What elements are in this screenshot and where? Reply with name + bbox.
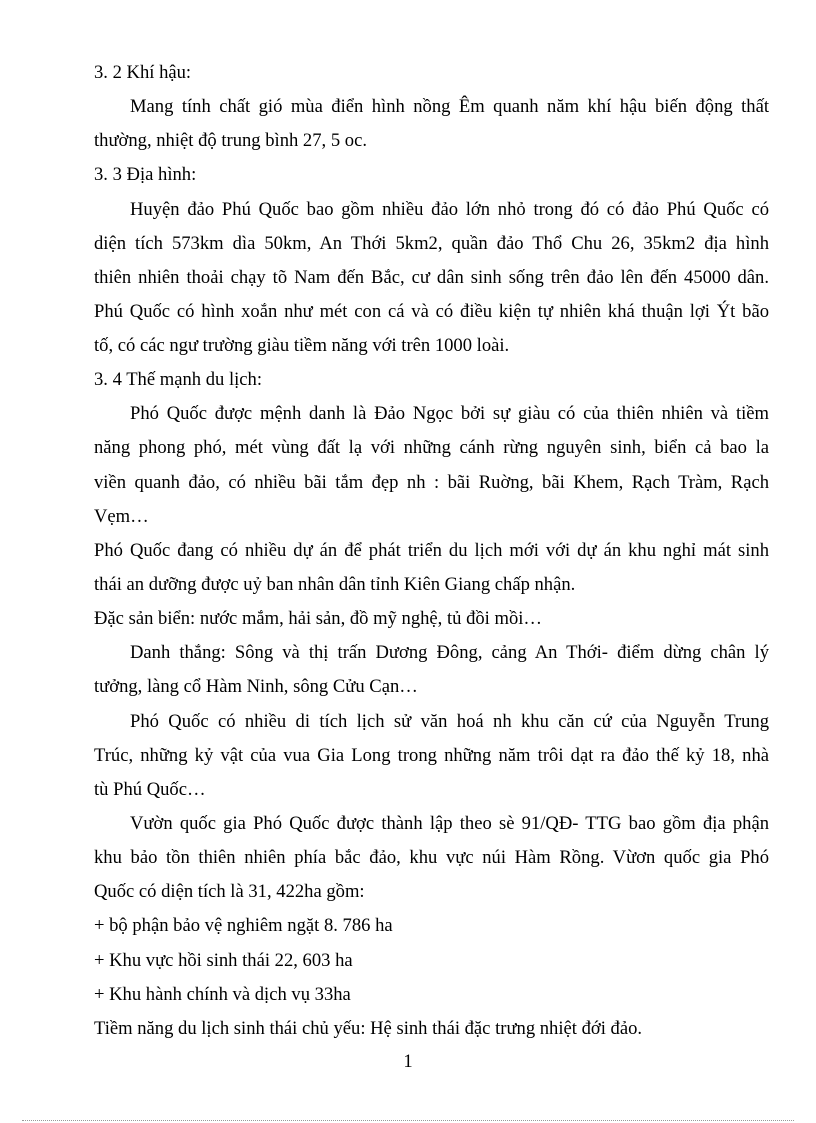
text-line: Mang tính chất gió mùa điển hình nồng Êm quanh năm khí hậu biến động thất [130, 96, 769, 117]
text-line: thái an dưỡng được uỷ ban nhân dân tỉnh Kiên Giang chấp nhận. [94, 574, 576, 595]
text-line: Huyện đảo Phú Quốc bao gồm nhiều đảo lớn nhỏ trong đó có đảo Phú Quốc có [130, 199, 769, 220]
text-line: Vườn quốc gia Phó Quốc được thành lập theo sè 91/QĐ- TTG bao gồm địa phận [130, 813, 769, 834]
text-line: Quốc có diện tích là 31, 422ha gồm: [94, 881, 365, 902]
text-line: viền quanh đảo, có nhiều bãi tắm đẹp nh : bãi Ruờng, bãi Khem, Rạch Tràm, Rạch [94, 472, 769, 493]
heading-terrain: 3. 3 Địa hình: [94, 164, 197, 185]
page-number: 1 [403, 1051, 413, 1072]
text-line: Tiềm năng du lịch sinh thái chủ yếu: Hệ sinh thái đặc trưng nhiệt đới đảo. [94, 1018, 643, 1039]
text-line: Phú Quốc có hình xoắn như mét con cá và có điều kiện tự nhiên khá thuận lợi Ýt bão [94, 301, 769, 322]
bottom-divider [22, 1120, 794, 1121]
heading-climate: 3. 2 Khí hậu: [94, 62, 192, 83]
text-line: tố, có các ngư trường giàu tiềm năng với trên 1000 loài. [94, 335, 510, 356]
text-line: thường, nhiệt độ trung bình 27, 5 oc. [94, 130, 367, 151]
text-line: Phó Quốc có nhiều di tích lịch sử văn hoá nh khu căn cứ của Nguyễn Trung [130, 711, 769, 732]
text-line: tưởng, làng cổ Hàm Ninh, sông Cửu Cạn… [94, 676, 418, 697]
text-line: Vẹm… [94, 506, 149, 527]
text-line: thiên nhiên thoải chạy tõ Nam đến Bắc, cư dân sinh sống trên đảo lên đến 45000 dân. [94, 267, 769, 288]
text-line: Đặc sản biển: nước mắm, hải sản, đồ mỹ nghệ, tủ đồi mồi… [94, 608, 543, 629]
text-line: tù Phú Quốc… [94, 779, 206, 800]
list-item: + bộ phận bảo vệ nghiêm ngặt 8. 786 ha [94, 915, 393, 936]
heading-tourism-strength: 3. 4 Thế mạnh du lịch: [94, 369, 263, 390]
text-line: diện tích 573km dìa 50km, An Thới 5km2, quần đảo Thổ Chu 26, 35km2 địa hình [94, 233, 769, 254]
text-line: năng phong phó, mét vùng đất lạ với những cánh rừng nguyên sinh, biển cả bao la [94, 437, 769, 458]
text-line: Phó Quốc được mệnh danh là Đảo Ngọc bởi sự giàu có của thiên nhiên và tiềm [130, 403, 769, 424]
text-line: Trúc, những kỷ vật của vua Gia Long trong những năm trôi dạt ra đảo thế kỷ 18, nhà [94, 745, 769, 766]
text-line: khu bảo tồn thiên nhiên phía bắc đảo, khu vực núi Hàm Rồng. Vừơn quốc gia Phó [94, 847, 769, 868]
list-item: + Khu vực hồi sinh thái 22, 603 ha [94, 950, 353, 971]
text-line: Phó Quốc đang có nhiều dự án để phát triển du lịch mới với dự án khu nghỉ mát sinh [94, 540, 769, 561]
list-item: + Khu hành chính và dịch vụ 33ha [94, 984, 351, 1005]
text-line: Danh thắng: Sông và thị trấn Dương Đông, cảng An Thới- điểm dừng chân lý [130, 642, 769, 663]
